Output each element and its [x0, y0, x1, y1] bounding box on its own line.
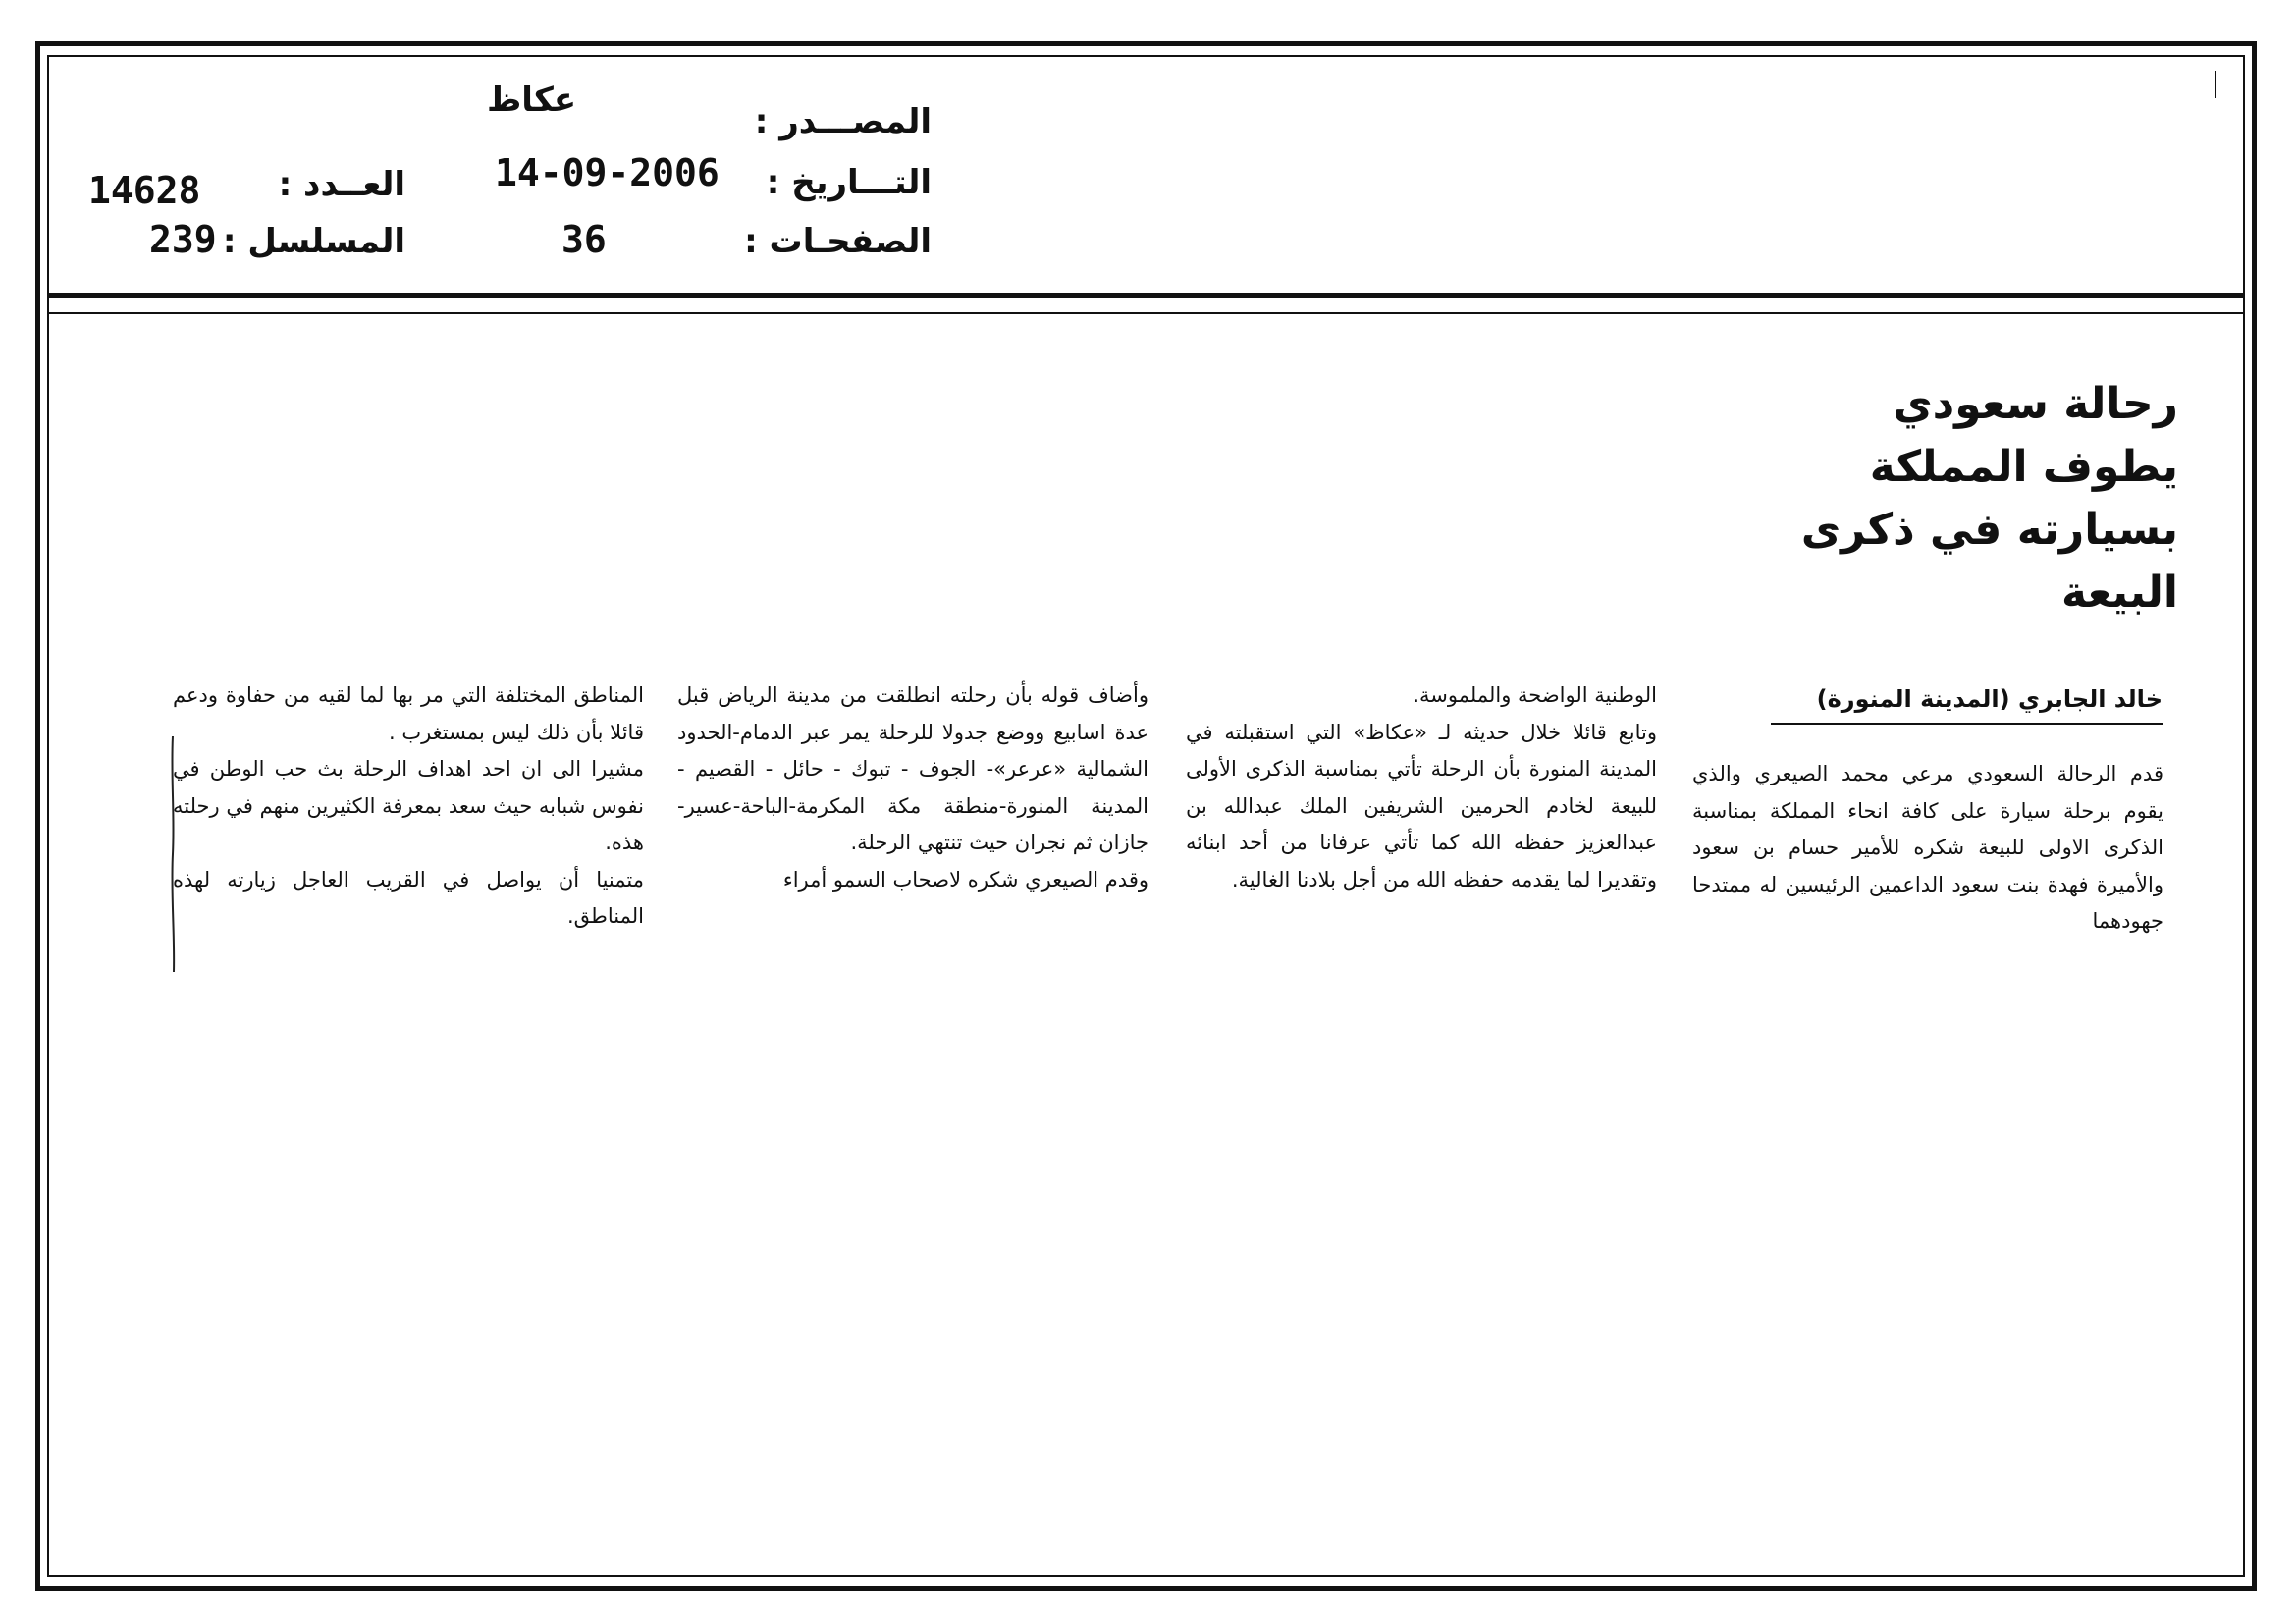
pages-label: الصفحـات :	[744, 222, 932, 261]
serial-label: المسلسل :	[222, 222, 405, 261]
date-label: التـــاريخ :	[766, 163, 932, 202]
column-paragraph: وقدم الصيعري شكره لاصحاب السمو أمراء	[782, 867, 1148, 892]
article-column-1	[1692, 756, 2163, 941]
column-paragraph: المناطق المختلفة التي مر بها لما لقيه من حفاوة ودعم قائلا بأن ذلك ليس بمستغرب .	[173, 683, 644, 744]
article-column-4	[173, 677, 644, 936]
source-value: عكاظ	[487, 81, 577, 120]
column-paragraph: وأضاف قوله بأن رحلته انطلقت من مدينة الرياض قبل عدة اسابيع ووضع جدولا للرحلة يمر عبر الدمام-الحدود الشمالية «عرعر»- الجوف - تبوك - حائل - القصيم - المدينة المنورة-منطقة مكة المكرمة-الباحة-عسير-جازان ثم نجران حيث تنتهي الرحلة.	[677, 683, 1148, 854]
column-paragraph: مشيرا الى ان احد اهداف الرحلة بث حب الوطن في نفوس شبابه حيث سعد بمعرفة الكثيرين منهم في رحلته هذه.	[173, 757, 644, 854]
column-paragraph: قدم الرحالة السعودي مرعي محمد الصيعري والذي يقوم برحلة سيارة على كافة انحاء المملكة بمناسبة الذكرى الاولى للبيعة شكره للأمير حسام بن سعود والأميرة فهدة بنت سعود الداعمين الرئيسين له ممتدحا جهودهما	[1692, 762, 2163, 933]
headline-line: البيعة	[2060, 568, 2178, 618]
column-paragraph: الوطنية الواضحة والملموسة.	[1413, 683, 1657, 707]
column-paragraph: متمنيا أن يواصل في القريب العاجل زيارته لهذه المناطق.	[173, 867, 644, 928]
corner-tick-mark	[2215, 71, 2216, 98]
pages-value: 36	[561, 218, 607, 261]
article-column-3	[677, 677, 1148, 898]
headline-line: بسيارته في ذكرى	[1800, 505, 2178, 555]
issue-label: العــدد :	[278, 165, 405, 204]
column-paragraph: وتابع قائلا خلال حديثه لـ «عكاظ» التي استقبلته في المدينة المنورة بأن الرحلة تأتي بمناسبة الذكرى الأولى للبيعة لخادم الحرمين الشريفين الملك عبدالله بن عبدالعزيز حفظه الله كما تأتي عرفانا من أحد ابنائه وتقديرا لما يقدمه حفظه الله من أجل بلادنا الغالية.	[1186, 720, 1657, 892]
header-divider-thick	[47, 293, 2245, 298]
article-column-2	[1186, 677, 1657, 898]
source-label: المصـــدر :	[754, 102, 932, 141]
margin-pen-mark	[169, 736, 179, 972]
serial-value: 239	[149, 218, 217, 261]
issue-value: 14628	[88, 169, 201, 212]
article-headline	[1766, 373, 2178, 624]
byline-underline	[1771, 723, 2163, 725]
header-divider-thin	[47, 312, 2245, 314]
headline-line: رحالة سعودي	[1893, 379, 2178, 429]
headline-line: يطوف المملكة	[1869, 442, 2178, 492]
article-byline: خالد الجابري (المدينة المنورة)	[1816, 685, 2163, 713]
date-value: 14-09-2006	[495, 151, 720, 194]
